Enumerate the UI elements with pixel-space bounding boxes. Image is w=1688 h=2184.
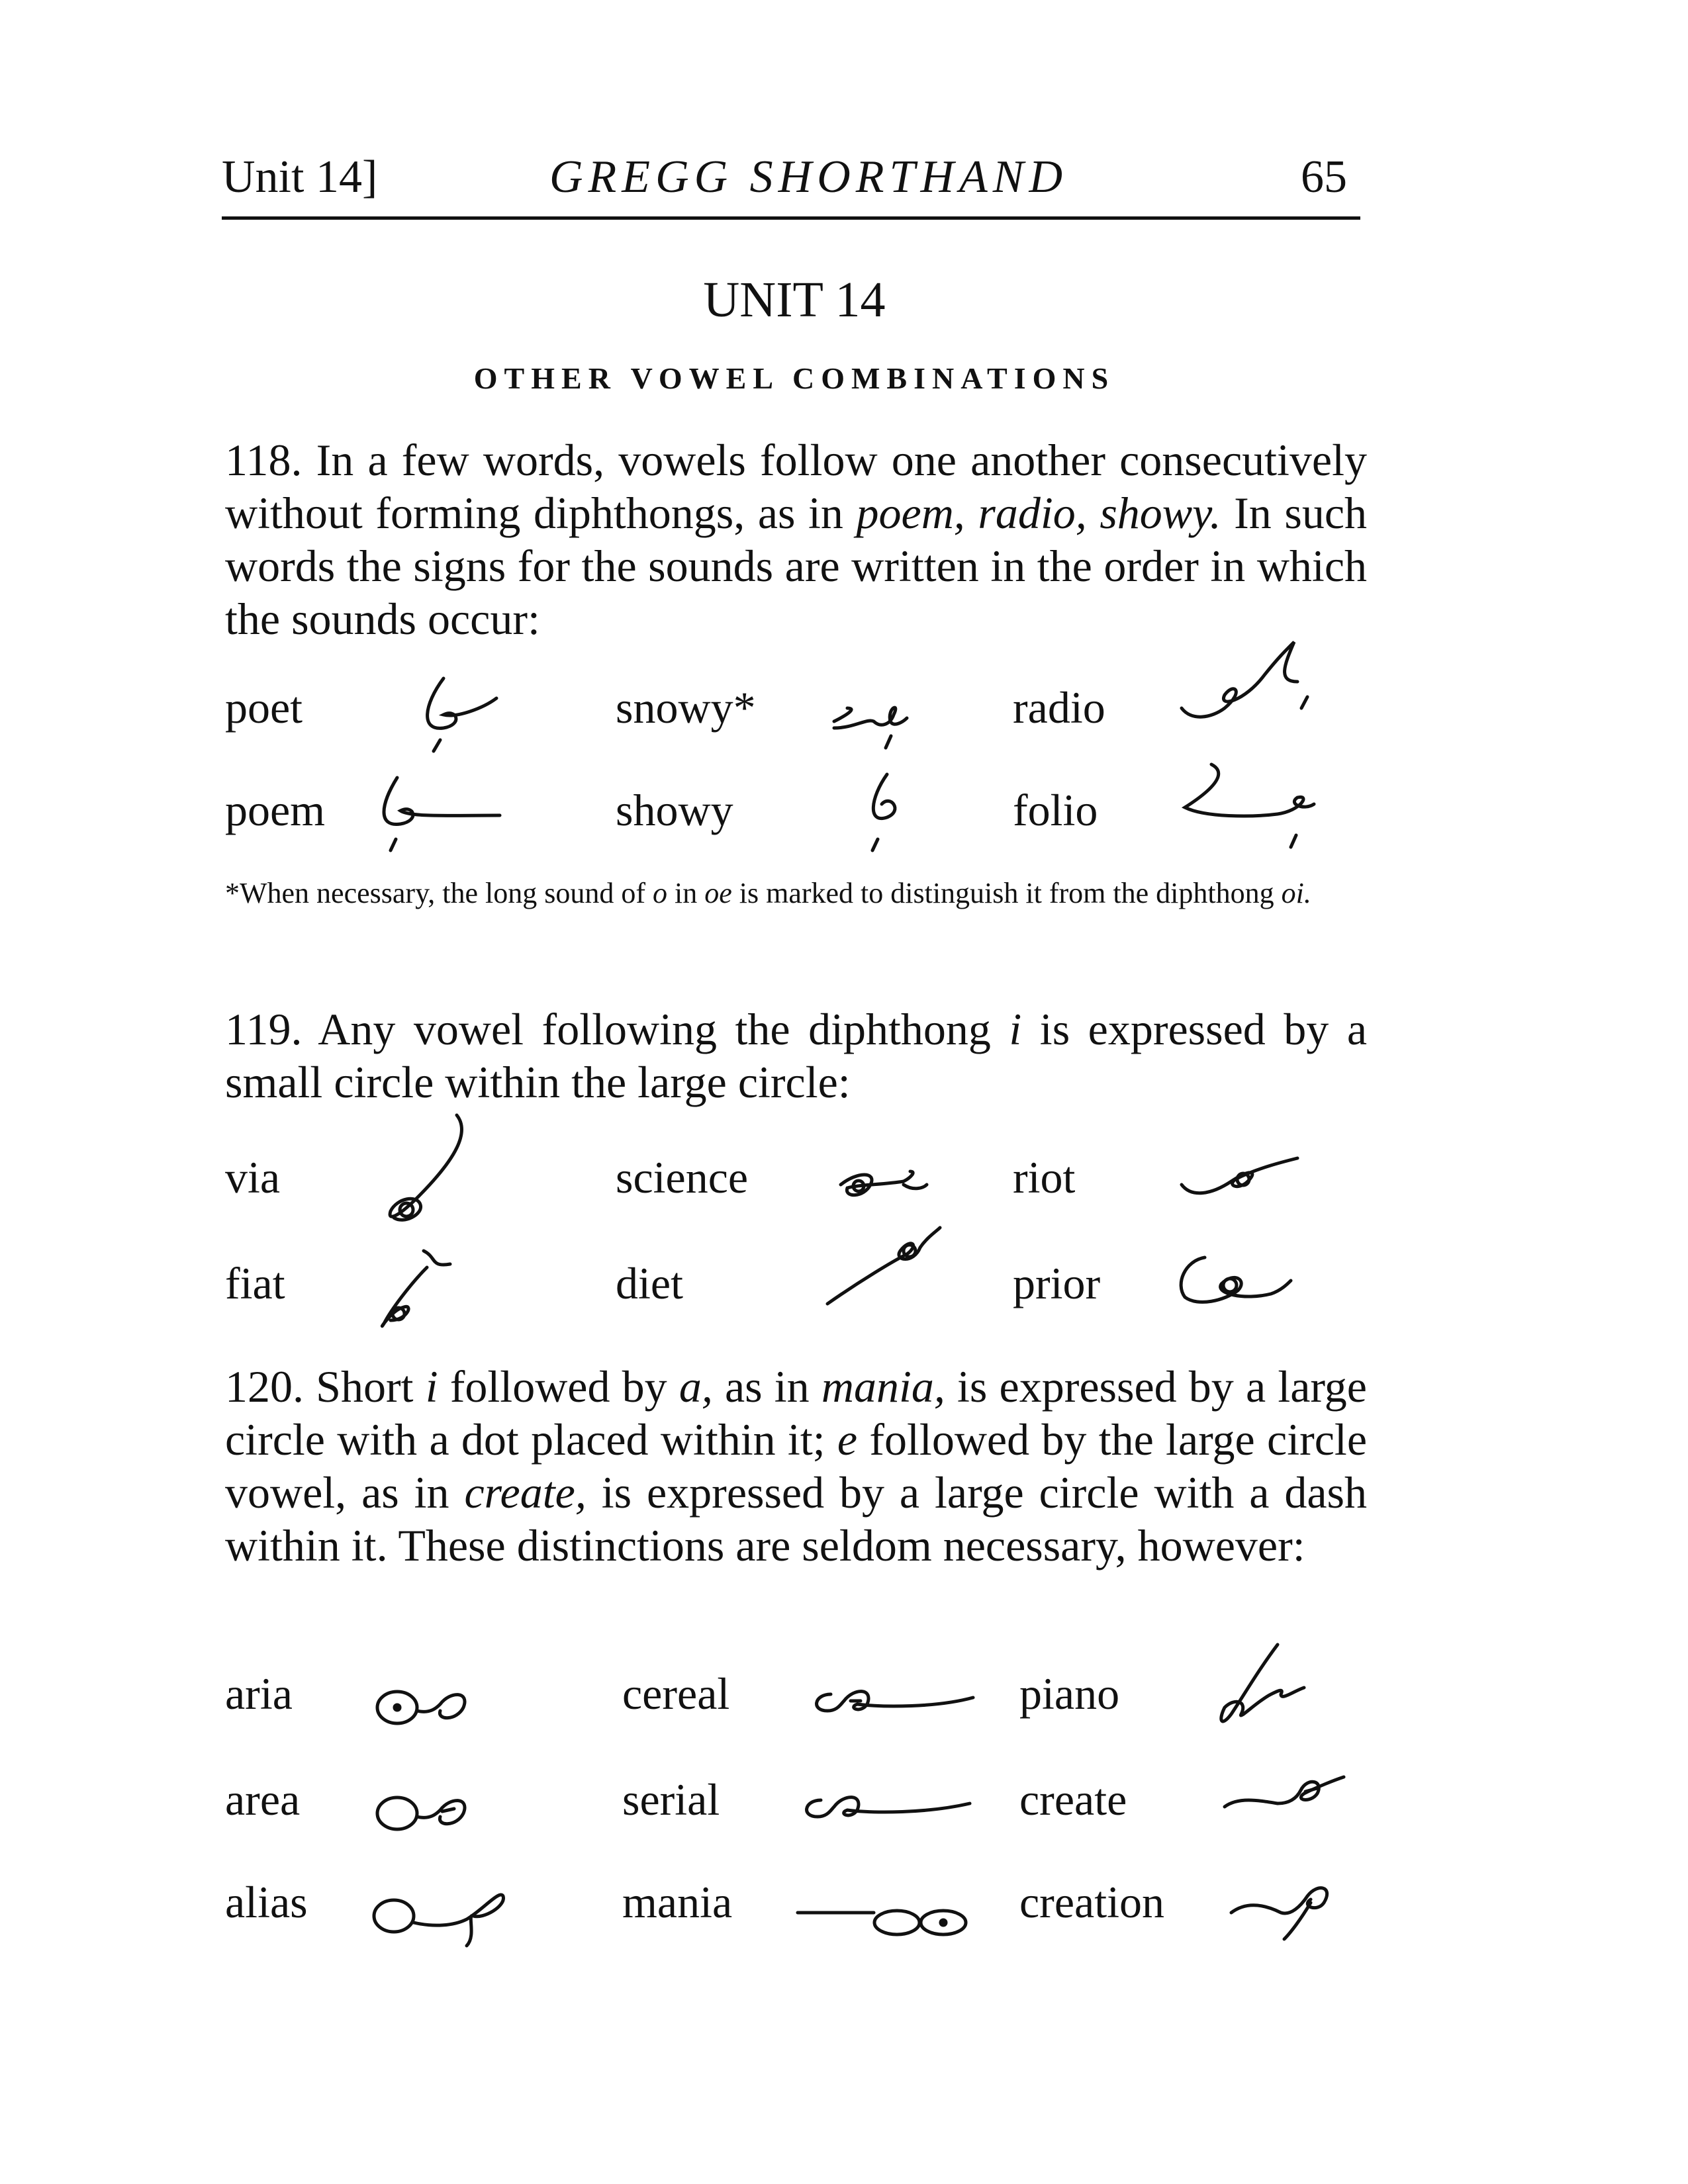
- paragraph-120: [225, 1360, 1367, 1572]
- paragraph-text: [965, 488, 978, 538]
- paragraph-text: followed by the large circle vowel, as in: [225, 1414, 1367, 1518]
- paragraph-text: [1087, 488, 1100, 538]
- shorthand-aria-icon: [371, 1671, 483, 1737]
- shorthand-mania-icon: [794, 1893, 980, 1952]
- footnote-text: in: [667, 877, 705, 909]
- word-alias: alias: [225, 1877, 308, 1927]
- shorthand-diet-icon: [821, 1218, 947, 1317]
- shorthand-folio-icon: [1172, 754, 1331, 867]
- footnote-text: *When necessary, the long sound of: [225, 877, 653, 909]
- footnote-example: oe: [704, 877, 732, 909]
- shorthand-poem-icon: [371, 768, 516, 867]
- example-word: radio,: [978, 488, 1087, 538]
- paragraph-118: [225, 433, 1367, 645]
- word-poem: poem: [225, 785, 326, 835]
- shorthand-creation-icon: [1225, 1866, 1357, 1946]
- paragraph-119: [225, 1003, 1367, 1109]
- paragraph-text: is expressed by a large circle with a dash within it. These distinctions are seldom necessary, however:: [225, 1467, 1367, 1570]
- running-header-unit: Unit 14]: [222, 152, 378, 203]
- paragraph-text: Any vowel following the diphthong: [302, 1004, 1009, 1054]
- word-mania: mania: [622, 1877, 733, 1927]
- word-diet: diet: [616, 1258, 683, 1308]
- paragraph-text: In such words the signs for the sounds are written in the order in which the sounds occur:: [225, 488, 1368, 644]
- shorthand-cereal-icon: [804, 1668, 983, 1734]
- shorthand-create-icon: [1218, 1760, 1350, 1833]
- shorthand-prior-icon: [1172, 1244, 1297, 1324]
- word-folio: folio: [1013, 785, 1098, 835]
- paragraph-text: In a few words, vowels follow one another consecutively without forming diphthongs, as in: [225, 435, 1367, 538]
- paragraph-number: 120.: [225, 1361, 304, 1412]
- example-letter: i: [1009, 1004, 1022, 1054]
- shorthand-radio-icon: [1172, 629, 1331, 761]
- shorthand-riot-icon: [1172, 1145, 1304, 1218]
- shorthand-showy-icon: [854, 768, 914, 867]
- word-riot: riot: [1013, 1152, 1076, 1203]
- paragraph-number: 119.: [225, 1004, 303, 1054]
- shorthand-snowy-icon: [827, 682, 920, 761]
- page-number: 65: [1301, 152, 1347, 203]
- section-heading: OTHER VOWEL COMBINATIONS: [473, 361, 1115, 395]
- shorthand-piano-icon: [1205, 1635, 1324, 1741]
- word-aria: aria: [225, 1668, 293, 1719]
- example-word: mania,: [821, 1361, 945, 1412]
- word-serial: serial: [622, 1774, 720, 1825]
- paragraph-text: as in: [712, 1361, 821, 1412]
- shorthand-poet-icon: [417, 668, 510, 768]
- shorthand-serial-icon: [794, 1774, 980, 1840]
- footnote-text: is marked to distinguish it from the diphthong: [731, 877, 1282, 909]
- paragraph-text: is expressed by a small circle within the large circle:: [225, 1004, 1367, 1107]
- shorthand-alias-icon: [367, 1873, 520, 1952]
- word-snowy: snowy*: [616, 682, 756, 733]
- word-radio: radio: [1013, 682, 1105, 733]
- example-letter: e: [837, 1414, 858, 1465]
- example-letter: i: [425, 1361, 438, 1412]
- word-piano: piano: [1019, 1668, 1120, 1719]
- word-prior: prior: [1013, 1258, 1101, 1308]
- word-creation: creation: [1019, 1877, 1164, 1927]
- example-letter: a,: [679, 1361, 713, 1412]
- word-via: via: [225, 1152, 281, 1203]
- unit-title: UNIT 14: [703, 272, 886, 328]
- word-create: create: [1019, 1774, 1127, 1825]
- paragraph-text: Short: [304, 1361, 426, 1412]
- footnote-example: o: [652, 877, 667, 909]
- example-word: create,: [464, 1467, 586, 1518]
- running-header-title: GREGG SHORTHAND: [549, 152, 1068, 203]
- shorthand-science-icon: [831, 1152, 937, 1218]
- word-area: area: [225, 1774, 301, 1825]
- example-word: poem,: [856, 488, 965, 538]
- word-science: science: [616, 1152, 749, 1203]
- paragraph-text: followed by: [438, 1361, 679, 1412]
- paragraph-text: is expressed by a large circle with a dot placed within it;: [225, 1361, 1367, 1465]
- example-word: showy.: [1100, 488, 1221, 538]
- shorthand-fiat-icon: [364, 1238, 463, 1337]
- footnote: [225, 875, 1367, 912]
- header-rule: [222, 216, 1360, 220]
- word-fiat: fiat: [225, 1258, 285, 1308]
- word-showy: showy: [616, 785, 733, 835]
- word-poet: poet: [225, 682, 303, 733]
- shorthand-area-icon: [371, 1777, 483, 1843]
- paragraph-number: 118.: [225, 435, 303, 485]
- word-cereal: cereal: [622, 1668, 730, 1719]
- footnote-example: oi.: [1281, 877, 1311, 909]
- shorthand-via-icon: [377, 1105, 496, 1238]
